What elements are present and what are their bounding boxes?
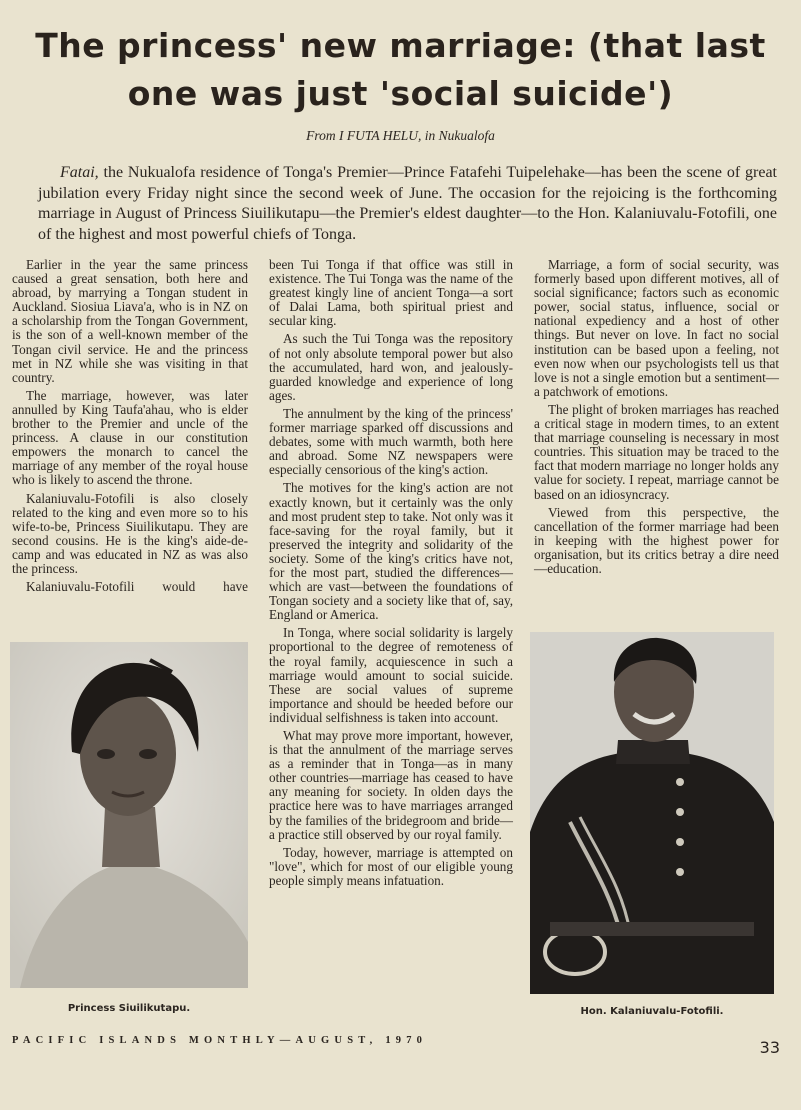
column-1 xyxy=(12,258,248,598)
paragraph: Viewed from this perspective, the cancellation of the former marriage had been in keeping with the highest power for organisation, but its critics betray a dire need—education. xyxy=(534,504,779,576)
paragraph: Marriage, a form of social security, was formerly based upon different motives, all of social significance; factors such as economic power, social status, influence, social or national expediency and a host of other things. But never on love. In fact no social institution can be based upon a feeling, not even now when our psychologists tell us that love is not a single emotion but a sentiment—a patchwork of emotions. xyxy=(534,257,779,399)
column-3 xyxy=(534,258,779,580)
kalaniuvalu-photo-caption: Hon. Kalaniuvalu-Fotofili. xyxy=(580,1006,724,1017)
kalaniuvalu-photo xyxy=(530,632,774,994)
paragraph: Kalaniuvalu-Fotofili would have xyxy=(26,579,248,595)
paragraph: Today, however, marriage is attempted on "love", which for most of our eligible young people simply means infatuation. xyxy=(269,844,513,888)
uniformed-man-portrait-image xyxy=(530,632,774,994)
paragraph: The plight of broken marriages has reached a critical stage in modern times, to an extent that marriage counseling is necessary in most countries. This situation may be traced to the fact that modern marriage no longer holds any value for society. I repeat, marriage cannot be based on an idiosyncracy. xyxy=(534,401,779,502)
page-number: 33 xyxy=(759,1038,780,1057)
paragraph: In Tonga, where social solidarity is largely proportional to the degree of remoteness of the royal family, acquiescence in such a marriage would amount to social suicide. These are social values of supreme importance and should be heeded before our individual selfishness is taken into account. xyxy=(269,625,513,725)
footer-masthead: PACIFIC ISLANDS MONTHLY—AUGUST, 1970 xyxy=(12,1035,428,1046)
paragraph: The marriage, however, was later annulled by King Taufa'ahau, who is elder brother to the Premier and uncle of the princess. A clause in our constitution empowers the monarch to cancel the marriage of any member of the royal house who is likely to ascend the throne. xyxy=(12,387,248,488)
column-2 xyxy=(269,258,513,892)
article-headline xyxy=(20,22,781,118)
paragraph: Kalaniuvalu-Fotofili is also closely related to the king and even more so to his wife-to-be, Princess Siuilikutapu. They are second cousins. He is the king's aide-de-camp and was educated in NZ as was also the princess. xyxy=(12,490,248,576)
princess-portrait-image xyxy=(10,642,248,988)
princess-photo-caption: Princess Siuilikutapu. xyxy=(67,1003,191,1014)
byline: From I FUTA HELU, in Nukualofa xyxy=(306,128,495,143)
headline-line-1: The princess' new marriage: (that last xyxy=(35,26,766,65)
lead-place: Fatai, xyxy=(60,164,99,181)
paragraph: As such the Tui Tonga was the repository of not only absolute temporal power but also the accumulated, hard won, and jealously-guarded knowledge and experience of long ages. xyxy=(269,331,513,403)
paragraph: The annulment by the king of the princess' former marriage sparked off discussions and debates, some with much warmth, both here and abroad. Some NZ newspapers were especially censorious of the king's action. xyxy=(269,405,513,478)
lead-text: the Nukualofa residence of Tonga's Premier—Prince Fatafehi Tuipelehake—has been the scene of great jubilation every Friday night since the second week of June. The occasion for the rejoicing is the forthcoming marriage in August of Princess Siuilikutapu—the Premier's eldest daughter—to the Hon. Kalaniuvalu-Fotofili, one of the highest and most powerful chiefs of Tonga. xyxy=(38,164,777,243)
paragraph: What may prove more important, however, is that the annulment of the marriage serves as a reminder that in Tonga—as in many other countries—marriage has ceased to have any meaning for society. In olden days the practice here was to have marriages arranged by the families of the bridegroom and bride—a practice still observed by our royal family. xyxy=(269,728,513,842)
princess-photo xyxy=(10,642,248,988)
paragraph: The motives for the king's action are not exactly known, but it certainly was the only and most prudent step to take. Not only was it face-saving for the royal family, but it preserved the integrity and solidarity of the society. Some of the king's critics have not, for the most part, studied the differences—which are vast—between the foundations of Tongan society and a society like that of, say, England or America. xyxy=(269,480,513,623)
headline-line-2: one was just 'social suicide') xyxy=(127,74,674,113)
lead-paragraph xyxy=(38,163,777,245)
paragraph: been Tui Tonga if that office was still in existence. The Tui Tonga was the name of the greatest kingly line of ancient Tonga—a sort of Dalai Lama, both spiritual priest and secular king. xyxy=(269,257,513,329)
paragraph: Earlier in the year the same princess caused a great sensation, both here and abroad, by marrying a Tongan student in Auckland. Siosiua Liava'a, who is in NZ on a scholarship from the Tongan Government, is the son of a well-known member of the Tongan civil service. He and the princess met in NZ while she was visiting in that country. xyxy=(12,257,248,385)
